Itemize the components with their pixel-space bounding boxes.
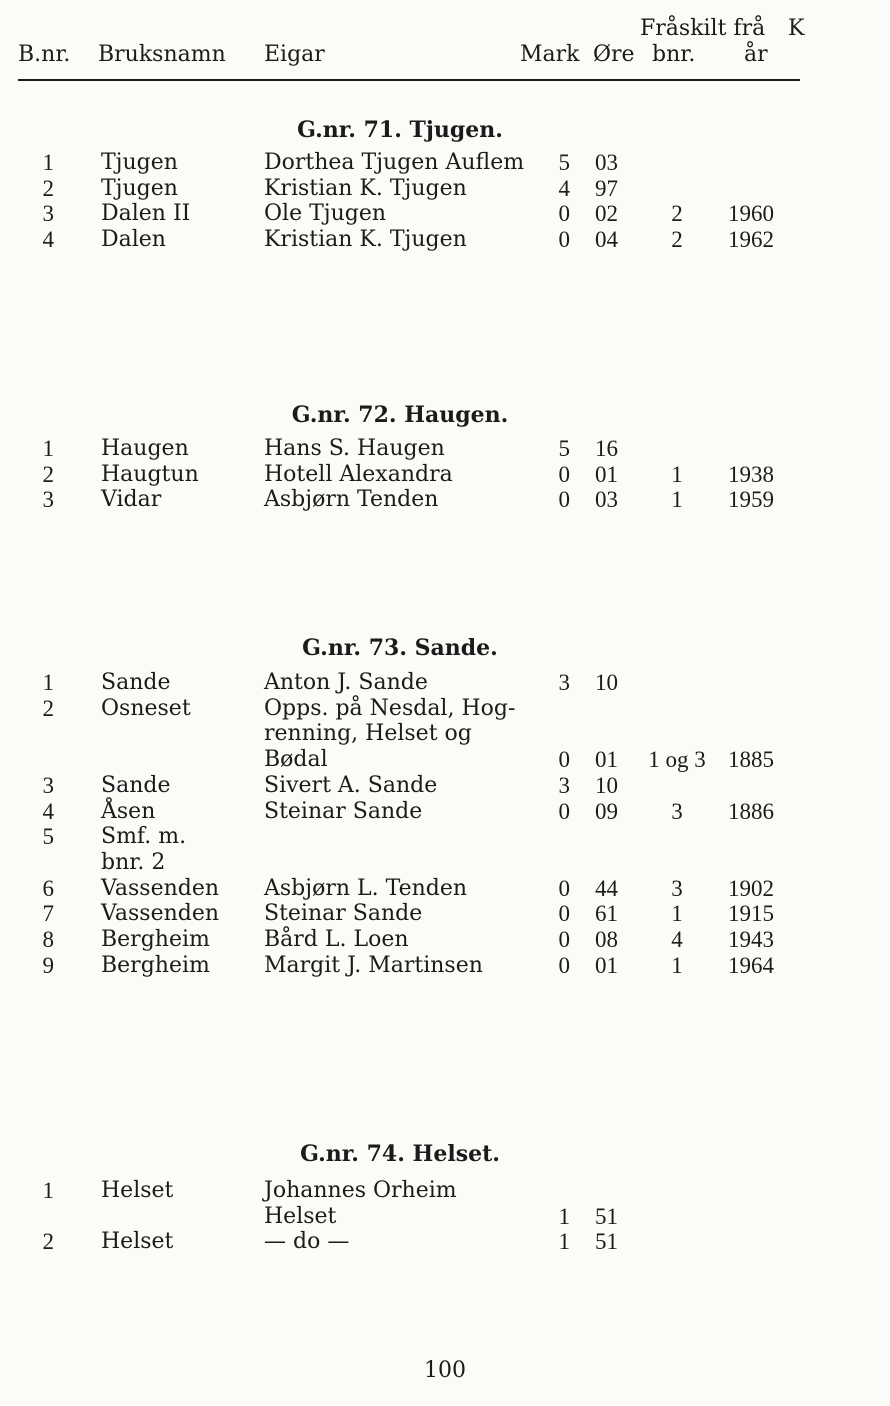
bnr-cell: 6 [42, 876, 54, 901]
bnr-cell: 7 [42, 901, 54, 926]
mark-cell: 5 [558, 436, 570, 461]
bruksnamn-cell: Dalen [101, 227, 166, 252]
mark-cell: 0 [558, 747, 570, 772]
mark-cell: 0 [558, 901, 570, 926]
fraskilt-ar-cell: 1902 [728, 876, 774, 901]
section-title: G.nr. 71. Tjugen. [297, 117, 503, 143]
eigar-cell: renning, Helset og [264, 721, 472, 746]
bnr-cell: 2 [42, 176, 54, 201]
eigar-cell: Margit J. Martinsen [264, 953, 483, 978]
mark-cell: 5 [558, 150, 570, 175]
ore-cell: 10 [595, 773, 618, 798]
bruksnamn-cell: Vidar [101, 487, 162, 512]
eigar-cell: Hotell Alexandra [264, 462, 453, 487]
bruksnamn-cell: Haugen [101, 436, 189, 461]
bnr-cell: 1 [42, 670, 54, 695]
ore-cell: 16 [595, 436, 618, 461]
header-eigar: Eigar [264, 42, 325, 67]
bruksnamn-cell: Dalen II [101, 201, 191, 226]
page-number: 100 [424, 1358, 466, 1383]
mark-cell: 0 [558, 201, 570, 226]
bruksnamn-cell: Sande [101, 773, 171, 798]
bruksnamn-cell: Tjugen [101, 150, 178, 175]
bnr-cell: 1 [42, 436, 54, 461]
eigar-cell: Helset [264, 1204, 337, 1229]
mark-cell: 4 [558, 176, 570, 201]
ore-cell: 44 [595, 876, 618, 901]
ore-cell: 61 [595, 901, 618, 926]
ore-cell: 51 [595, 1229, 618, 1254]
eigar-cell: Anton J. Sande [264, 670, 428, 695]
ore-cell: 04 [595, 227, 618, 252]
eigar-cell: — do — [264, 1229, 350, 1254]
eigar-cell: Bødal [264, 747, 328, 772]
header-ore: Øre [593, 42, 635, 67]
bruksnamn-cell: Åsen [101, 799, 156, 824]
ore-cell: 03 [595, 487, 618, 512]
bnr-cell: 3 [42, 773, 54, 798]
eigar-cell: Kristian K. Tjugen [264, 227, 467, 252]
mark-cell: 1 [558, 1204, 570, 1229]
eigar-cell: Ole Tjugen [264, 201, 387, 226]
fraskilt-bnr-cell: 2 [671, 201, 683, 226]
bruksnamn-cell: Helset [101, 1178, 174, 1203]
bnr-cell: 4 [42, 799, 54, 824]
eigar-cell: Steinar Sande [264, 799, 423, 824]
mark-cell: 0 [558, 927, 570, 952]
mark-cell: 0 [558, 462, 570, 487]
bruksnamn-cell: Vassenden [101, 901, 220, 926]
fraskilt-bnr-cell: 3 [671, 799, 683, 824]
section-title: G.nr. 72. Haugen. [291, 402, 509, 428]
eigar-cell: Asbjørn Tenden [264, 487, 439, 512]
ore-cell: 01 [595, 747, 618, 772]
mark-cell: 1 [558, 1229, 570, 1254]
fraskilt-ar-cell: 1964 [728, 953, 774, 978]
ore-cell: 10 [595, 670, 618, 695]
fraskilt-ar-cell: 1938 [728, 462, 774, 487]
bnr-cell: 2 [42, 696, 54, 721]
bruksnamn-cell: Sande [101, 670, 171, 695]
header-bnr: B.nr. [18, 42, 71, 67]
fraskilt-ar-cell: 1915 [728, 901, 774, 926]
fraskilt-ar-cell: 1885 [728, 747, 774, 772]
fraskilt-ar-cell: 1962 [728, 227, 774, 252]
header-bruksnamn: Bruksnamn [98, 42, 226, 67]
fraskilt-bnr-cell: 1 [671, 462, 683, 487]
header-mark: Mark [520, 42, 580, 67]
mark-cell: 3 [558, 773, 570, 798]
bruksnamn-cell: Tjugen [101, 176, 178, 201]
fraskilt-bnr-cell: 1 [671, 953, 683, 978]
eigar-cell: Hans S. Haugen [264, 436, 445, 461]
eigar-cell: Johannes Orheim [264, 1178, 457, 1203]
fraskilt-ar-cell: 1943 [728, 927, 774, 952]
mark-cell: 0 [558, 876, 570, 901]
header-rule [18, 79, 800, 81]
header-cut-off: K [788, 16, 805, 41]
bnr-cell: 2 [42, 462, 54, 487]
fraskilt-bnr-cell: 3 [671, 876, 683, 901]
bnr-cell: 3 [42, 201, 54, 226]
ore-cell: 51 [595, 1204, 618, 1229]
fraskilt-ar-cell: 1886 [728, 799, 774, 824]
header-fraskilt-bnr: bnr. [652, 42, 696, 67]
bnr-cell: 9 [42, 953, 54, 978]
header-fraskilt-ar: år [744, 42, 768, 67]
bnr-cell: 5 [42, 824, 54, 849]
fraskilt-bnr-cell: 1 [671, 487, 683, 512]
ore-cell: 08 [595, 927, 618, 952]
bnr-cell: 4 [42, 227, 54, 252]
bnr-cell: 8 [42, 927, 54, 952]
bnr-cell: 3 [42, 487, 54, 512]
bruksnamn-cell: Haugtun [101, 462, 199, 487]
mark-cell: 0 [558, 487, 570, 512]
fraskilt-bnr-cell: 1 [671, 901, 683, 926]
fraskilt-bnr-cell: 1 og 3 [648, 747, 706, 772]
eigar-cell: Kristian K. Tjugen [264, 176, 467, 201]
ore-cell: 03 [595, 150, 618, 175]
fraskilt-bnr-cell: 2 [671, 227, 683, 252]
fraskilt-ar-cell: 1960 [728, 201, 774, 226]
ore-cell: 01 [595, 462, 618, 487]
bruksnamn-cell: Osneset [101, 696, 191, 721]
eigar-cell: Opps. på Nesdal, Hog- [264, 696, 516, 721]
bruksnamn-cell: Vassenden [101, 876, 220, 901]
fraskilt-bnr-cell: 4 [671, 927, 683, 952]
section-title: G.nr. 73. Sande. [302, 635, 498, 661]
bruksnamn-cell: bnr. 2 [101, 850, 166, 875]
mark-cell: 0 [558, 227, 570, 252]
eigar-cell: Asbjørn L. Tenden [264, 876, 468, 901]
eigar-cell: Dorthea Tjugen Auflem [264, 150, 525, 175]
eigar-cell: Bård L. Loen [264, 927, 409, 952]
ore-cell: 02 [595, 201, 618, 226]
bnr-cell: 1 [42, 150, 54, 175]
header-fraskilt-fra: Fråskilt frå [640, 16, 766, 41]
mark-cell: 0 [558, 799, 570, 824]
bruksnamn-cell: Bergheim [101, 927, 210, 952]
mark-cell: 3 [558, 670, 570, 695]
ore-cell: 01 [595, 953, 618, 978]
section-title: G.nr. 74. Helset. [300, 1141, 500, 1167]
ore-cell: 97 [595, 176, 618, 201]
mark-cell: 0 [558, 953, 570, 978]
bnr-cell: 1 [42, 1178, 54, 1203]
ore-cell: 09 [595, 799, 618, 824]
bruksnamn-cell: Smf. m. [101, 824, 187, 849]
bnr-cell: 2 [42, 1229, 54, 1254]
eigar-cell: Sivert A. Sande [264, 773, 438, 798]
bruksnamn-cell: Helset [101, 1229, 174, 1254]
fraskilt-ar-cell: 1959 [728, 487, 774, 512]
eigar-cell: Steinar Sande [264, 901, 423, 926]
bruksnamn-cell: Bergheim [101, 953, 210, 978]
